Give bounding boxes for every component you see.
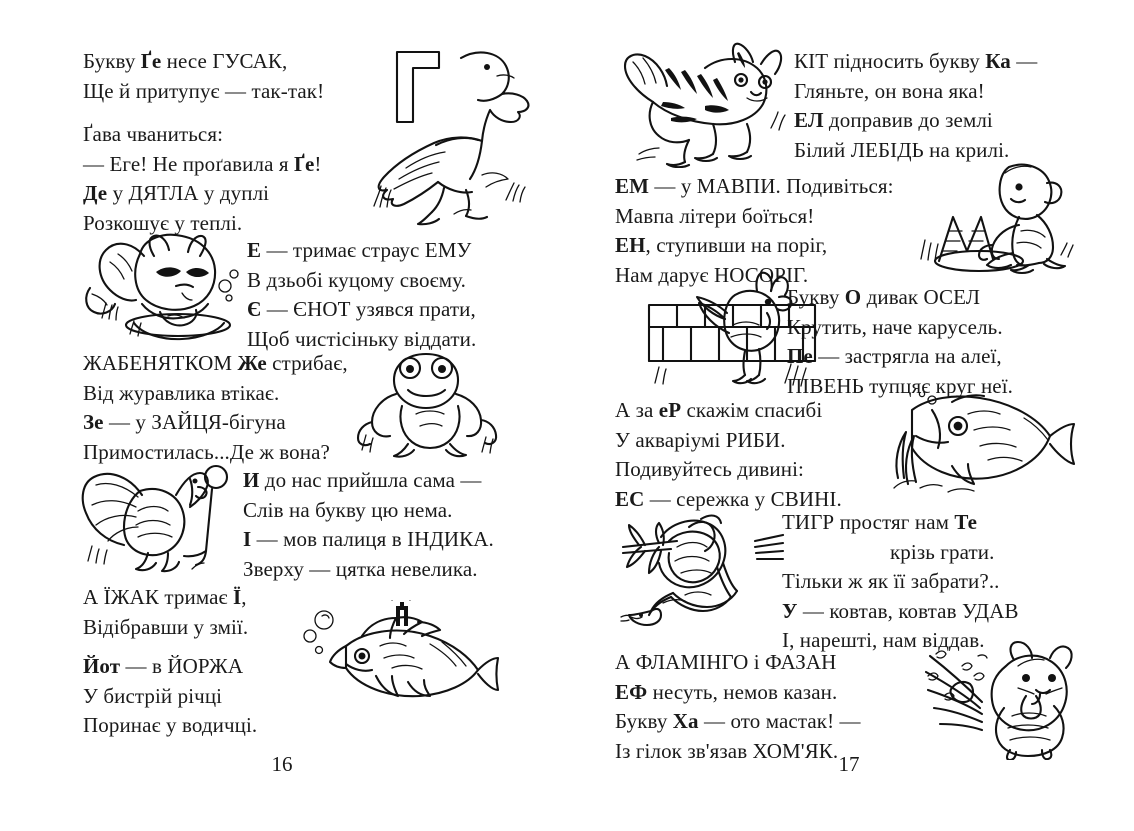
verse-line: Пе — застрягла на алеї, [787, 344, 1002, 368]
highlighted-letter: Ї [232, 585, 242, 609]
verse-line: Поринає у водичці. [83, 713, 258, 737]
verse-line: І, нарешті, нам віддав. [782, 628, 985, 652]
verse-line: А за еР скажім спасибі [615, 398, 823, 422]
stanza-zhabenyatko [83, 349, 348, 467]
verse-line: Із гілок зв'язав ХОМ'ЯК. [615, 738, 839, 763]
stanza-ryba-svynya [615, 396, 842, 514]
verse-line: ЖАБЕНЯТКОМ Же стрибає, [83, 351, 348, 375]
verse-line: КІТ підносить букву Ка — [794, 49, 1038, 73]
stanza-gava [83, 120, 322, 238]
stanza-indyk [243, 466, 494, 584]
verse-line: Мавпа літери боїться! [615, 203, 815, 228]
verse-line: ЕС — сережка у СВИНІ. [615, 486, 842, 511]
verse-line: Тільки ж як її забрати?.. [782, 569, 1000, 593]
verse-line: В дзьобі куцому своєму. [247, 267, 466, 292]
highlighted-letter: Йот [83, 654, 121, 678]
verse-line: Від журавлика втікає. [83, 380, 280, 405]
fish-illustration [300, 600, 500, 715]
verse-line: Букву Ґе несе ГУСАК, [83, 49, 288, 73]
highlighted-letter: Ха [672, 709, 699, 733]
highlighted-letter: Ґе [140, 49, 162, 73]
verse-line: У бистрій річці [83, 683, 223, 708]
verse-line: ЕН, ступивши на поріг, [615, 233, 828, 257]
verse-line: А ФЛАМІНГО і ФАЗАН [615, 650, 837, 674]
verse-line: ЕЛ доправив до землі [794, 108, 993, 132]
highlighted-letter: Пе [787, 344, 813, 368]
verse-line: Ґава чваниться: [83, 122, 224, 146]
stanza-flamingo-khomyak [615, 648, 861, 766]
highlighted-letter: ЕЛ [794, 108, 824, 132]
highlighted-letter: еР [658, 398, 682, 422]
verse-line: Примостилась...Де ж вона? [83, 439, 330, 464]
verse-line: Відібравши у змії. [83, 614, 249, 639]
verse-line: Щоб чистісіньку віддати. [247, 326, 477, 351]
verse-line: Є — ЄНОТ узявся прати, [247, 297, 476, 321]
verse-line: крізь грати. [890, 539, 995, 564]
stanza-kit-lebid [794, 47, 1037, 165]
verse-line: Слів на букву цю нема. [243, 497, 453, 522]
verse-line: І — мов палиця в ІНДИКА. [243, 527, 494, 551]
verse-line: Білий ЛЕБІДЬ на крилі. [794, 137, 1010, 162]
highlighted-letter: Те [954, 510, 978, 534]
stanza-osel-piven [787, 283, 1013, 401]
verse-line: Нам дарує НОСОРІГ. [615, 262, 809, 287]
highlighted-letter: Ка [985, 49, 1011, 73]
highlighted-letter: ЕС [615, 486, 645, 511]
highlighted-letter: ЕМ [615, 174, 650, 198]
verse-line: ПІВЕНЬ тупцяє круг неї. [787, 373, 1013, 398]
verse-line: ЕМ — у МАВПИ. Подивіться: [615, 174, 894, 198]
turkey-illustration [80, 455, 232, 577]
verse-line: Крутить, наче карусель. [787, 314, 1003, 339]
highlighted-letter: Зе [83, 410, 104, 434]
stanza-yorzh [83, 652, 257, 741]
verse-line: Зе — у ЗАЙЦЯ-бігуна [83, 410, 286, 434]
goose-illustration [366, 40, 546, 230]
highlighted-letter: ЕН [615, 233, 646, 257]
snake-illustration [615, 505, 790, 637]
highlighted-letter: ЕФ [615, 679, 648, 704]
highlighted-letter: Же [237, 351, 267, 375]
highlighted-letter: І [243, 527, 252, 551]
highlighted-letter: У [782, 598, 798, 623]
highlighted-letter: И [243, 468, 260, 492]
verse-line: Подивуйтесь дивині: [615, 457, 804, 481]
frog-illustration [350, 350, 510, 460]
verse-line: У акваріумі РИБИ. [615, 427, 786, 452]
highlighted-letter: Е [247, 238, 262, 262]
verse-line: Гляньте, он вона яка! [794, 78, 985, 103]
page-number-right: 17 [838, 752, 860, 776]
monkey-illustration [897, 155, 1082, 275]
verse-line: Букву О дивак ОСЕЛ [787, 285, 981, 309]
verse-line: ЕФ несуть, немов казан. [615, 679, 838, 704]
verse-line: — Еге! Не проґавила я Ґе! [83, 151, 322, 176]
verse-line: Розкошує у теплі. [83, 210, 243, 235]
stanza-gusak [83, 47, 324, 106]
verse-line: Е — тримає страус ЕМУ [247, 238, 472, 262]
verse-line: Зверху — цятка невелика. [243, 556, 478, 581]
stanza-mavpa-nosorig [615, 172, 894, 290]
right-page [567, 0, 1134, 831]
stanza-yizhak [83, 583, 248, 642]
raccoon-illustration [82, 230, 252, 342]
verse-line: Де у ДЯТЛА у дуплі [83, 181, 270, 205]
verse-line: Йот — в ЙОРЖА [83, 654, 244, 678]
verse-line: А ЇЖАК тримає Ї, [83, 585, 247, 609]
verse-line: Букву Ха — ото мастак! — [615, 709, 861, 733]
stanza-emu-yenot [247, 236, 476, 354]
verse-line: Ще й притупує — так-так! [83, 78, 325, 103]
highlighted-letter: Ґе [293, 151, 315, 176]
cat-illustration [609, 38, 794, 168]
aquarium-fish-illustration [892, 392, 1077, 507]
stanza-tygr-udav [782, 508, 1019, 656]
verse-line: У — ковтав, ковтав УДАВ [782, 598, 1019, 623]
verse-line: ТИГР простяг нам Те [782, 510, 978, 534]
verse-line: И до нас прийшла сама — [243, 468, 482, 492]
highlighted-letter: Де [83, 181, 108, 205]
highlighted-letter: О [844, 285, 862, 309]
page-number-left: 16 [271, 752, 293, 776]
highlighted-letter: Є [247, 297, 262, 321]
